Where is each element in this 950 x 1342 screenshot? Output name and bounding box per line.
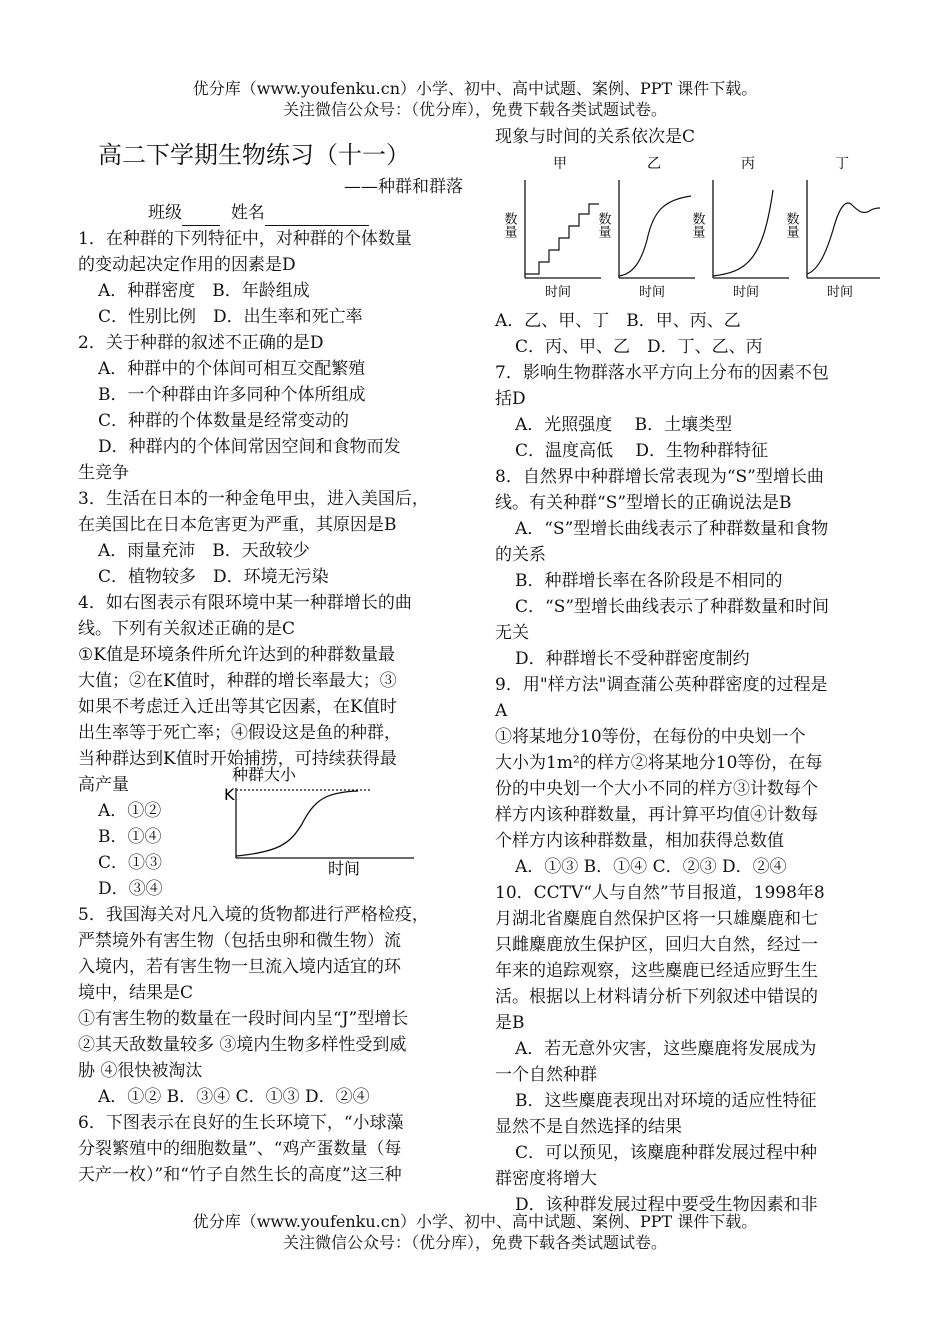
- q-line: 分裂繁殖中的细胞数量”、“鸡产蛋数量（每: [78, 1139, 402, 1159]
- graph-k-label: K: [224, 785, 235, 804]
- q-line: 天产一枚）”和“竹子自然生长的高度”这三种: [78, 1165, 402, 1185]
- option-line: A．①②: [98, 801, 162, 821]
- option-line: B．种群增长率在各阶段是不相同的: [515, 571, 783, 591]
- q-line: 大小为1m²的样方②将某地分10等份，在每: [495, 753, 823, 773]
- q-line: 境中，结果是C: [78, 983, 194, 1003]
- option-line: B．一个种群由许多同种个体所组成: [98, 385, 366, 405]
- option-line: A．种群密度 B．年龄组成: [98, 281, 310, 301]
- header-line-1: 优分库（www.youfenku.cn）小学、初中、高中试题、案例、PPT 课件下载。: [192, 79, 758, 98]
- option-line: A．雨量充沛 B．天敌较少: [98, 541, 310, 561]
- graph-title: 乙: [647, 156, 661, 172]
- q-line: 严禁境外有害生物（包括虫卵和微生物）流: [78, 931, 401, 951]
- q-line: 5．我国海关对凡入境的货物都进行严格检疫，: [78, 905, 429, 925]
- option-line: A．若无意外灾害，这些麋鹿将发展成为: [515, 1039, 817, 1059]
- graph-ylabel: 种群大小: [232, 765, 297, 784]
- header-line-2: 关注微信公众号：（优分库），免费下载各类试题试卷。: [282, 100, 667, 119]
- q-line: A: [495, 701, 508, 721]
- graph-bing: [690, 156, 790, 300]
- option-line: C．性别比例 D．出生率和死亡率: [98, 307, 363, 327]
- q-line: 线。有关种群“S”型增长的正确说法是B: [495, 493, 792, 513]
- footer: [0, 1211, 950, 1253]
- class-label: 班级: [148, 203, 182, 223]
- q-line: 群密度将增大: [495, 1169, 597, 1189]
- q-line: 月湖北省麋鹿自然保护区将一只雄麋鹿和七: [495, 909, 818, 929]
- header: [0, 78, 950, 120]
- q-line: 年来的追踪观察，这些麋鹿已经适应野生生: [495, 961, 818, 981]
- q-line: 活。根据以上材料请分析下列叙述中错误的: [495, 987, 818, 1007]
- left-questions: [78, 226, 473, 1188]
- option-line: B．①④: [98, 827, 162, 847]
- page-subtitle: ——种群和群落: [344, 177, 463, 197]
- q-line: 10．CCTV“人与自然”节目报道，1998年8: [495, 883, 825, 903]
- q-line: 3．生活在日本的一种金龟甲虫，进入美国后，: [78, 489, 429, 509]
- option-line: C．温度高低 D．生物种群特征: [515, 441, 769, 461]
- option-line: A．乙、甲、丁 B．甲、丙、乙: [495, 311, 741, 331]
- q-line: ①K值是环境条件所允许达到的种群数量最: [78, 645, 395, 665]
- graph-jia: [502, 156, 602, 300]
- option-line: A．①② B．③④ C．①③ D．②④: [98, 1087, 370, 1107]
- q-line: 入境内，若有害生物一旦流入境内适宜的环: [78, 957, 401, 977]
- graph-yi: [596, 156, 696, 300]
- graph-title: 丁: [835, 156, 849, 172]
- q-line: 高产量: [78, 775, 129, 795]
- option-line: D．种群增长不受种群密度制约: [515, 649, 750, 669]
- name-label: 姓名: [230, 203, 265, 223]
- q-line: 2．关于种群的叙述不正确的是D: [78, 333, 324, 353]
- q-line: 生竞争: [78, 463, 129, 483]
- graph-xlabel: 时间: [545, 285, 572, 300]
- q-line: 份的中央划一个大小不同的样方③计数每个: [495, 779, 818, 799]
- q-line: 1．在种群的下列特征中，对种群的个体数量: [78, 229, 412, 249]
- q-line: ①有害生物的数量在一段时间内呈“J”型增长: [78, 1009, 409, 1029]
- option-line: A．种群中的个体间可相互交配繁殖: [98, 359, 366, 379]
- name-blank: [265, 207, 369, 226]
- s-curve: [619, 196, 691, 276]
- option-line: C．可以预见，该麋鹿种群发展过程中种: [515, 1143, 818, 1163]
- option-line: A．“S”型增长曲线表示了种群数量和食物: [515, 519, 829, 539]
- graph-xlabel: 时间: [639, 285, 666, 300]
- q-line: 当种群达到K值时开始捕捞，可持续获得最: [78, 749, 397, 769]
- fluctuating-curve: [807, 203, 880, 274]
- q-line: 9．用"样方法"调查蒲公英种群密度的过程是: [495, 675, 828, 695]
- q-line: 大值；②在K值时，种群的增长率最大；③: [78, 671, 397, 691]
- right-column: [495, 124, 880, 1218]
- footer-line-2: 关注微信公众号：（优分库），免费下载各类试题试卷。: [282, 1233, 667, 1252]
- q-line: 8．自然界中种群增长常表现为“S”型增长曲: [495, 467, 824, 487]
- option-line: C．丙、甲、乙 D．丁、乙、丙: [515, 337, 763, 357]
- option-line: D．种群内的个体间常因空间和食物而发: [98, 437, 401, 457]
- option-line: D．该种群发展过程中要受生物因素和非: [515, 1195, 818, 1215]
- page-title: 高二下学期生物练习（十一）: [98, 141, 410, 169]
- staircase-curve: [525, 204, 599, 274]
- q-line: 6．下图表示在良好的生长环境下，“小球藻: [78, 1113, 404, 1133]
- q-line: ②其天敌数量较多 ③境内生物多样性受到威: [78, 1035, 407, 1055]
- graph-ylabel: 数量: [501, 212, 517, 238]
- option-line: A．①③ B．①④ C．②③ D．②④: [515, 857, 787, 877]
- q-line: 括D: [495, 389, 526, 409]
- graph-title: 甲: [553, 156, 567, 172]
- option-line: A．光照强度 B．土壤类型: [515, 415, 733, 435]
- graph-s-curve: [236, 791, 358, 856]
- q-line: 只雌麋鹿放生保护区，回归大自然，经过一: [495, 935, 818, 955]
- q4-options-and-graph: [78, 765, 473, 876]
- q-line: 7．影响生物群落水平方向上分布的因素不包: [495, 363, 829, 383]
- q-line: 一个自然种群: [495, 1065, 597, 1085]
- q-line: ①将某地分10等份，在每份的中央划一个: [495, 727, 806, 747]
- graph-ylabel: 数量: [689, 212, 705, 238]
- q6-graphs: [495, 150, 880, 300]
- q-line: 线。下列有关叙述正确的是C: [78, 619, 296, 639]
- q-line: 4．如右图表示有限环境中某一种群增长的曲: [78, 593, 412, 613]
- option-line: C．“S”型增长曲线表示了种群数量和时间: [515, 597, 830, 617]
- option-line: B．这些麋鹿表现出对环境的适应性特征: [515, 1091, 817, 1111]
- footer-line-1: 优分库（www.youfenku.cn）小学、初中、高中试题、案例、PPT 课件下载。: [192, 1212, 758, 1231]
- left-column: [78, 138, 473, 1188]
- graph-title: 丙: [741, 156, 755, 172]
- option-line: D．③④: [98, 879, 163, 899]
- q-line: 的变动起决定作用的因素是D: [78, 255, 296, 275]
- q-line: 样方内该种群数量，再计算平均值④计数每: [495, 805, 818, 825]
- q-line: 个样方内该种群数量，相加获得总数值: [495, 831, 784, 851]
- q-line: 出生率等于死亡率；④假设这是鱼的种群，: [78, 723, 401, 743]
- q-line: 的关系: [495, 545, 546, 565]
- q-line: 胁 ④很快被淘汰: [78, 1061, 203, 1081]
- graph-ding: [784, 156, 881, 300]
- option-line: C．种群的个体数量是经常变动的: [98, 411, 350, 431]
- graph-xlabel: 时间: [733, 285, 760, 300]
- class-name-row: [78, 200, 473, 226]
- class-blank: [182, 207, 220, 226]
- graph-xlabel: 时间: [827, 285, 854, 300]
- right-questions: [495, 308, 880, 1218]
- graph-xlabel: 时间: [328, 859, 361, 876]
- q4-growth-graph: [218, 764, 468, 876]
- j-curve: [713, 190, 773, 276]
- graph-ylabel: 数量: [783, 212, 799, 238]
- q-line: 在美国比在日本危害更为严重，其原因是B: [78, 515, 397, 535]
- q-line: 如果不考虑迁入迁出等其它因素，在K值时: [78, 697, 397, 717]
- q-line: 无关: [495, 623, 529, 643]
- q-line: 显然不是自然选择的结果: [495, 1117, 682, 1137]
- option-line: C．①③: [98, 853, 163, 873]
- q-line: 现象与时间的关系依次是C: [495, 127, 696, 147]
- q-line: 是B: [495, 1013, 525, 1033]
- option-line: C．植物较多 D．环境无污染: [98, 567, 329, 587]
- graph-ylabel: 数量: [595, 212, 611, 238]
